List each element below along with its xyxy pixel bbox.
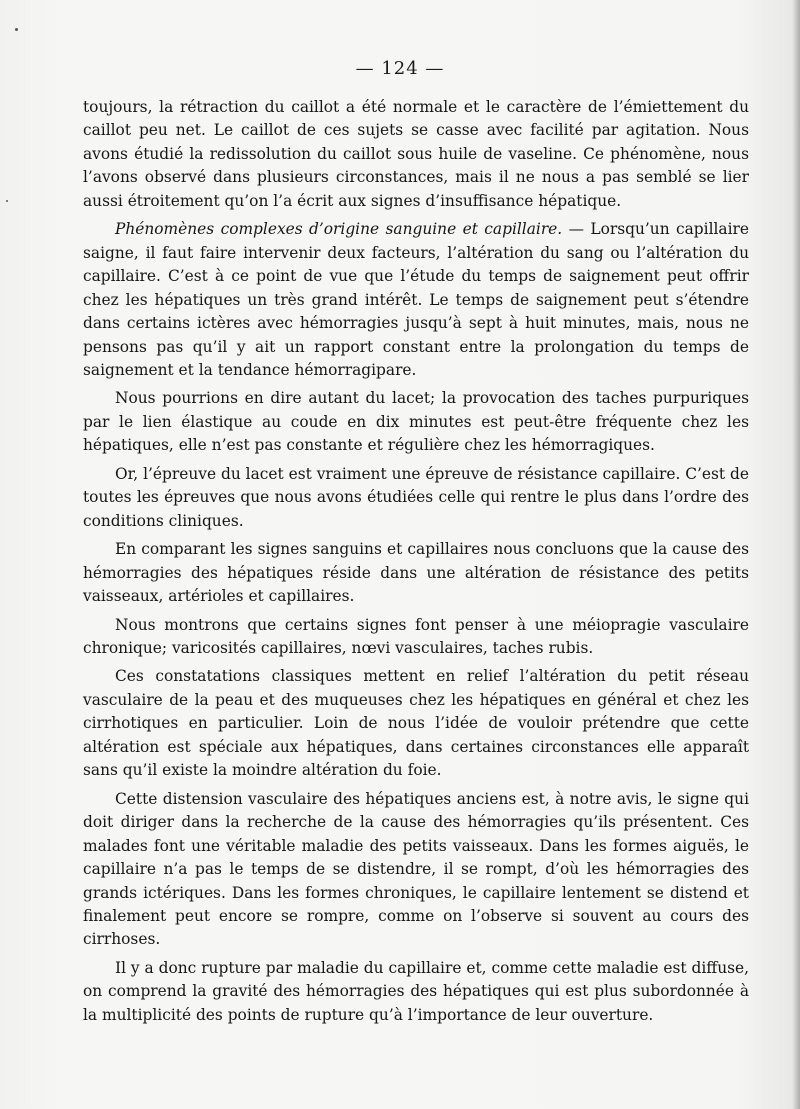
page-edge-shadow xyxy=(792,0,800,1109)
paragraph-8: Cette distension vasculaire des hépatiques anciens est, à notre avis, le signe qui doit diriger dans la recherche de la cause des hémorragies qu’ils présentent. Ces malades font une véritable maladie des petits vaisseaux. Dans les formes aiguës, le capillaire n’a pas le temps de se distendre, il se rompt, d’où les hémorragies des grands ictériques. Dans les formes chroniques, le capillaire lentement se distend et finalement peut encore se rompre, comme on l’observe si souvent au cours des cirrhoses. xyxy=(83,789,749,949)
paragraph-2-body: — Lorsqu’un capillaire saigne, il faut faire intervenir deux facteurs, l’altération du sang ou l’altération du capillaire. C’est à ce point de vue que l’étude du temps de saignement peut offrir chez les hépatiques un très grand intérêt. Le temps de saignement peut s’étendre dans certains ictères avec hémorragies jusqu’à sept à huit minutes, mais, nous ne pensons pas qu’il y ait un rapport constant entre la prolongation du temps de saignement et la tendance hémorragipare. xyxy=(83,220,749,379)
ink-speck xyxy=(15,28,18,31)
ink-speck xyxy=(6,200,8,202)
paragraph-2 xyxy=(83,218,749,382)
section-heading: Phénomènes complexes d’origine sanguine et capillaire. xyxy=(115,220,563,239)
paragraph-4: Or, l’épreuve du lacet est vraiment une épreuve de résistance capillaire. C’est de toutes les épreuves que nous avons étudiées celle qui rentre le plus dans l’ordre des conditions cliniques. xyxy=(83,464,749,530)
body-text xyxy=(83,96,749,1032)
page-number: — 124 — xyxy=(355,58,445,79)
paragraph-5: En comparant les signes sanguins et capillaires nous concluons que la cause des hémorragies des hépatiques réside dans une altération de résistance des petits vaisseaux, artérioles et capillaires. xyxy=(83,540,749,606)
paragraph-9: Il y a donc rupture par maladie du capillaire et, comme cette maladie est diffuse, on comprend la gravité des hémorragies des hépatiques qui est plus subordonnée à la multiplicité des points de rupture qu’à l’importance de leur ouverture. xyxy=(83,958,749,1024)
paragraph-6: Nous montrons que certains signes font penser à une méiopragie vasculaire chronique; varicosités capillaires, nœvi vasculaires, taches rubis. xyxy=(83,615,749,657)
paragraph-1: toujours, la rétraction du caillot a été normale et le caractère de l’émiettement du caillot peu net. Le caillot de ces sujets se casse avec facilité par agitation. Nous avons étudié la redissolution du caillot sous huile de vaseline. Ce phénomène, nous l’avons observé dans plusieurs circonstances, mais il ne nous a pas semblé se lier aussi étroitement qu’on l’a écrit aux signes d’insuffisance hépatique. xyxy=(83,98,749,210)
paragraph-7: Ces constatations classiques mettent en relief l’altération du petit réseau vasculaire de la peau et des muqueuses chez les hépatiques en général et chez les cirrhotiques en particulier. Loin de nous l’idée de vouloir prétendre que cette altération est spéciale aux hépatiques, dans certaines circonstances elle apparaît sans qu’il existe la moindre altération du foie. xyxy=(83,667,749,780)
paragraph-3: Nous pourrions en dire autant du lacet; la provocation des taches purpuriques par le lien élastique au coude en dix minutes est peut-être fréquente chez les hépatiques, elle n’est pas constante et régulière chez les hémorragiques. xyxy=(83,389,749,455)
